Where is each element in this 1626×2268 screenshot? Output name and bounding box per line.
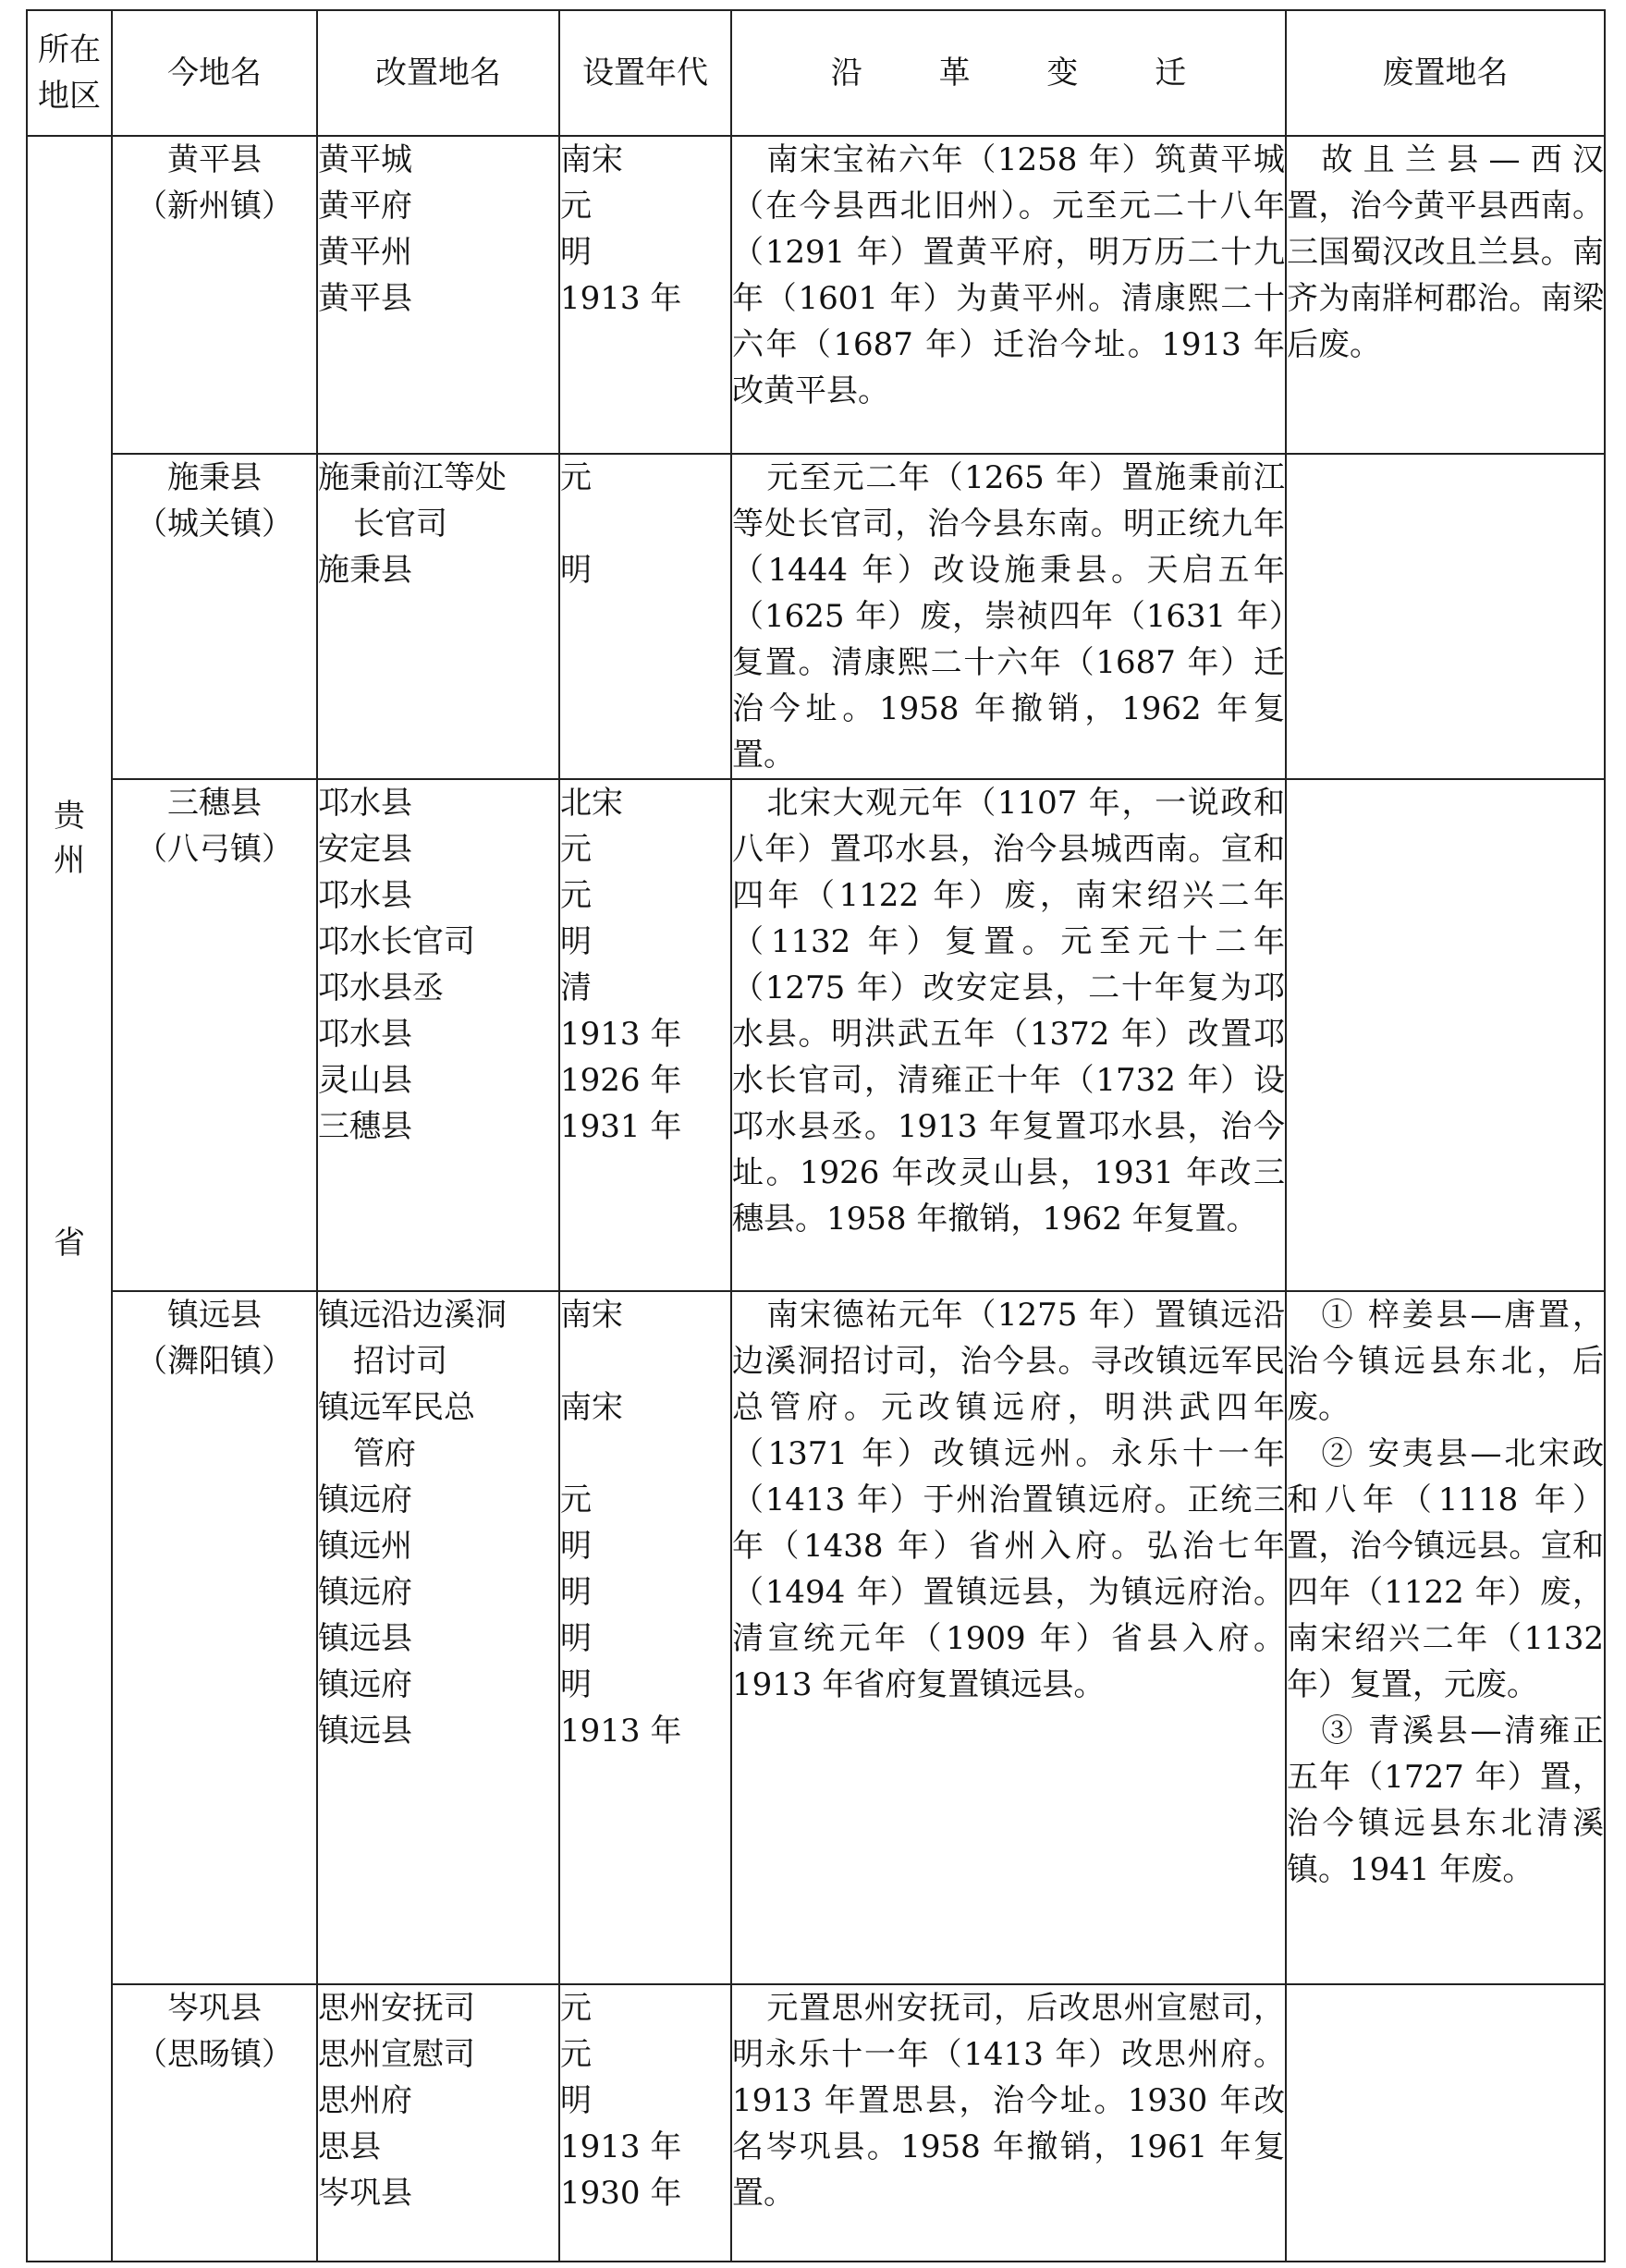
era-item: 元 bbox=[560, 459, 592, 496]
former-name-item: 思州府 bbox=[318, 2082, 412, 2119]
era-item: 1931 年 bbox=[560, 1108, 682, 1145]
table-body bbox=[27, 136, 1605, 2262]
header-era: 设置年代 bbox=[559, 10, 731, 136]
history-cell: 南宋德祐元年（1275 年）置镇远沿边溪洞招讨司，治今县。寻改镇远军民总管府。元改镇远府，明洪武四年（1371 年）改镇远州。永乐十一年（1413 年）于州治置镇远府。正统三年（1438 年）省州入府。弘治七年（1494 年）置镇远县，为镇远府治。清宣统元年（1909 年）省县入府。1913 年省府复置镇远县。 bbox=[731, 1291, 1286, 1984]
current-name-cell: 岑巩县 （思旸镇） bbox=[112, 1984, 317, 2262]
former-name-item: 镇远沿边溪洞 bbox=[318, 1297, 507, 1334]
table-row bbox=[27, 1984, 1605, 2262]
era-item: 元 bbox=[560, 877, 592, 914]
era-item: 1913 年 bbox=[560, 1713, 682, 1750]
era-item: 元 bbox=[560, 831, 592, 868]
current-name-cell: 镇远县 （㵲阳镇） bbox=[112, 1291, 317, 1984]
era-item: 明 bbox=[560, 2082, 592, 2119]
former-name-item: 黄平城 bbox=[318, 141, 412, 178]
era-item: 1926 年 bbox=[560, 1062, 682, 1099]
former-name-item: 思州安抚司 bbox=[318, 1990, 475, 2027]
former-name-item: 镇远县 bbox=[318, 1620, 412, 1657]
former-name-item: 邛水县 bbox=[318, 785, 412, 822]
former-name-item: 招讨司 bbox=[353, 1343, 447, 1380]
era-item bbox=[560, 1338, 730, 1384]
former-names-cell bbox=[317, 1984, 559, 2262]
former-name-item: 施秉前江等处 bbox=[318, 459, 507, 496]
era-cell bbox=[559, 1291, 731, 1984]
former-name-item: 三穗县 bbox=[318, 1108, 412, 1145]
era-item: 元 bbox=[560, 1482, 592, 1518]
former-name-item: 思县 bbox=[318, 2128, 381, 2165]
former-name-item: 镇远府 bbox=[318, 1574, 412, 1611]
former-names-cell bbox=[317, 454, 559, 779]
history-cell: 元至元二年（1265 年）置施秉前江等处长官司，治今县东南。明正统九年（1444 年）改设施秉县。天启五年（1625 年）废，崇祯四年（1631 年）复置。清康熙二十六年（1687 年）迁治今址。1958 年撤销，1962 年复置。 bbox=[731, 454, 1286, 779]
abolished-cell bbox=[1286, 1291, 1605, 1984]
former-name-item: 镇远府 bbox=[318, 1666, 412, 1703]
former-names-cell bbox=[317, 779, 559, 1291]
era-item: 1913 年 bbox=[560, 2128, 682, 2165]
abolished-item: ② 安夷县—北宋政和八年（1118 年）置，治今镇远县。宣和四年（1122 年）废，南宋绍兴二年（1132 年）复置，元废。 bbox=[1287, 1435, 1604, 1703]
history-cell: 北宋大观元年（1107 年，一说政和八年）置邛水县，治今县城西南。宣和四年（1122 年）废，南宋绍兴二年（1132 年）复置。元至元十二年（1275 年）改安定县，二十年复为邛水县。明洪武五年（1372 年）改置邛水长官司，清雍正十年（1732 年）设邛水县丞。1913 年复置邛水县，治今址。1926 年改灵山县，1931 年改三穗县。1958 年撤销，1962 年复置。 bbox=[731, 779, 1286, 1291]
table-row bbox=[27, 136, 1605, 454]
table-row bbox=[27, 1291, 1605, 1984]
era-item: 南宋 bbox=[560, 141, 623, 178]
era-item bbox=[560, 501, 730, 547]
former-name-item: 镇远军民总 bbox=[318, 1389, 475, 1426]
current-name-cell: 施秉县 （城关镇） bbox=[112, 454, 317, 779]
header-abolished: 废置地名 bbox=[1286, 10, 1605, 136]
era-item: 明 bbox=[560, 234, 592, 271]
header-former-names: 改置地名 bbox=[317, 10, 559, 136]
era-item: 北宋 bbox=[560, 785, 623, 822]
era-item: 1913 年 bbox=[560, 1016, 682, 1053]
header-history: 沿 革 变 迁 bbox=[731, 10, 1286, 136]
era-item: 明 bbox=[560, 923, 592, 960]
former-name-item: 灵山县 bbox=[318, 1062, 412, 1099]
abolished-cell bbox=[1286, 779, 1605, 1291]
era-item: 明 bbox=[560, 552, 592, 589]
era-item: 元 bbox=[560, 1990, 592, 2027]
era-item: 元 bbox=[560, 2036, 592, 2073]
former-name-item: 长官司 bbox=[353, 506, 447, 543]
former-name-item: 岑巩县 bbox=[318, 2175, 412, 2212]
former-name-item: 管府 bbox=[353, 1435, 416, 1472]
era-item bbox=[560, 1431, 730, 1477]
former-name-item: 施秉县 bbox=[318, 552, 412, 589]
era-item: 明 bbox=[560, 1574, 592, 1611]
gazetteer-table bbox=[26, 9, 1606, 2262]
former-names-cell bbox=[317, 136, 559, 454]
header-region: 所在 地区 bbox=[27, 10, 112, 136]
history-cell: 元置思州安抚司，后改思州宣慰司，明永乐十一年（1413 年）改思州府。1913 年置思县，治今址。1930 年改名岑巩县。1958 年撤销，1961 年复置。 bbox=[731, 1984, 1286, 2262]
former-name-item: 思州宣慰司 bbox=[318, 2036, 475, 2073]
era-item: 南宋 bbox=[560, 1389, 623, 1426]
history-cell: 南宋宝祐六年（1258 年）筑黄平城（在今县西北旧州）。元至元二十八年（1291 年）置黄平府，明万历二十九年（1601 年）为黄平州。清康熙二十六年（1687 年）迁治今址。1913 年改黄平县。 bbox=[731, 136, 1286, 454]
abolished-cell bbox=[1286, 454, 1605, 779]
header-current-name: 今地名 bbox=[112, 10, 317, 136]
former-names-cell bbox=[317, 1291, 559, 1984]
former-name-item: 黄平县 bbox=[318, 280, 412, 317]
era-cell bbox=[559, 779, 731, 1291]
era-item: 明 bbox=[560, 1528, 592, 1565]
former-name-item: 镇远府 bbox=[318, 1482, 412, 1518]
former-name-item: 邛水县 bbox=[318, 877, 412, 914]
era-item: 明 bbox=[560, 1666, 592, 1703]
era-item: 元 bbox=[560, 188, 592, 225]
era-item: 1930 年 bbox=[560, 2175, 682, 2212]
era-cell bbox=[559, 1984, 731, 2262]
era-item: 清 bbox=[560, 969, 592, 1006]
former-name-item: 镇远县 bbox=[318, 1713, 412, 1750]
era-item: 南宋 bbox=[560, 1297, 623, 1334]
era-cell bbox=[559, 136, 731, 454]
table-row bbox=[27, 454, 1605, 779]
abolished-item: ③ 青溪县—清雍正五年（1727 年）置，治今镇远县东北清溪镇。1941 年废。 bbox=[1287, 1713, 1604, 1888]
era-item: 1913 年 bbox=[560, 280, 682, 317]
current-name-cell: 三穗县 （八弓镇） bbox=[112, 779, 317, 1291]
region-cell: 贵 州 省 bbox=[27, 136, 112, 2262]
former-name-item: 邛水县丞 bbox=[318, 969, 444, 1006]
abolished-cell bbox=[1286, 136, 1605, 454]
era-item: 明 bbox=[560, 1620, 592, 1657]
header-row bbox=[27, 10, 1605, 136]
former-name-item: 黄平府 bbox=[318, 188, 412, 225]
current-name-cell: 黄平县 （新州镇） bbox=[112, 136, 317, 454]
former-name-item: 镇远州 bbox=[318, 1528, 412, 1565]
abolished-cell bbox=[1286, 1984, 1605, 2262]
former-name-item: 邛水县 bbox=[318, 1016, 412, 1053]
former-name-item: 黄平州 bbox=[318, 234, 412, 271]
former-name-item: 邛水长官司 bbox=[318, 923, 475, 960]
table-row bbox=[27, 779, 1605, 1291]
abolished-item: 故且兰县—西汉置，治今黄平县西南。三国蜀汉改且兰县。南齐为南牂柯郡治。南梁后废。 bbox=[1287, 141, 1604, 363]
era-cell bbox=[559, 454, 731, 779]
former-name-item: 安定县 bbox=[318, 831, 412, 868]
abolished-item: ① 梓姜县—唐置，治今镇远县东北，后废。 bbox=[1287, 1297, 1604, 1426]
